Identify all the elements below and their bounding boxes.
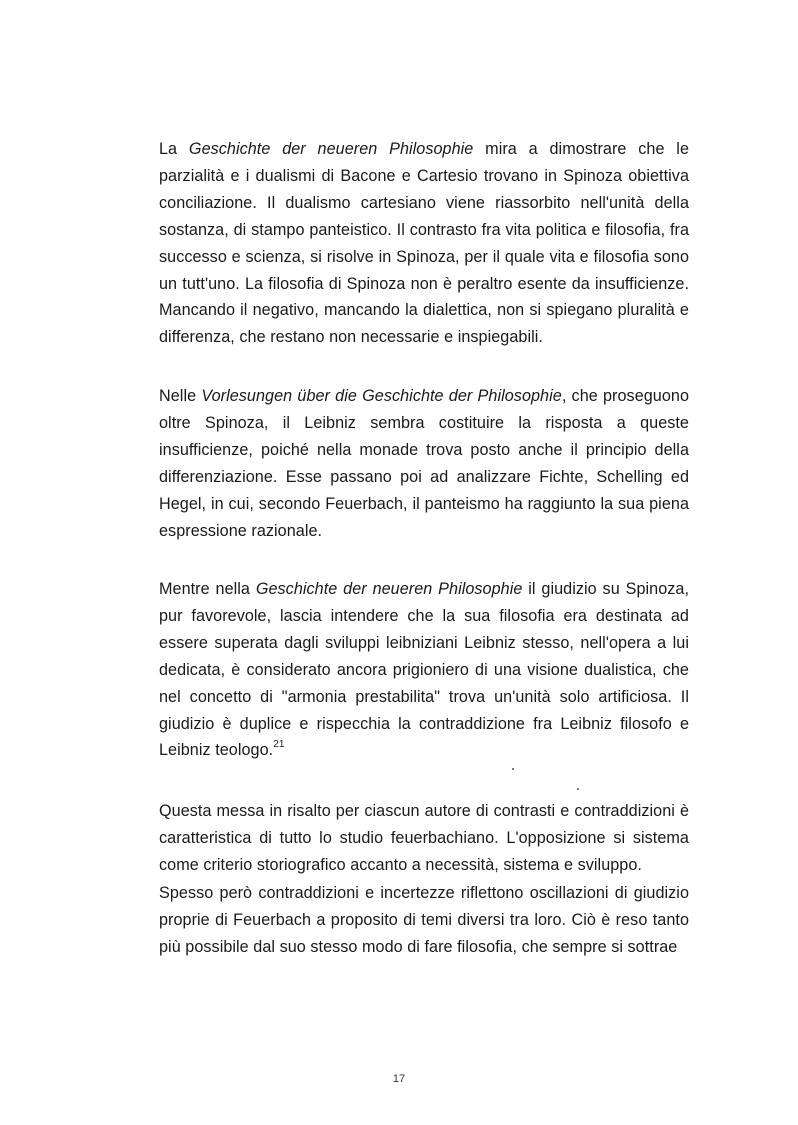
book-title-vorlesungen: Vorlesungen über die Geschichte der Philosophie xyxy=(201,387,562,405)
scan-speck xyxy=(577,788,579,790)
book-title-geschichte: Geschichte der neueren Philosophie xyxy=(188,140,474,158)
paragraph-contrasti: Questa messa in risalto per ciascun autore di contrasti e contraddizioni è caratteristica di tutto lo studio feuerbachiano. L'opposizione si sistema come criterio storiografico accanto a necessità, sistema e sviluppo. xyxy=(159,802,689,874)
paragraph-oscillazioni: Spesso però contraddizioni e incertezze riflettono oscillazioni di giudizio proprie di Feuerbach a proposito di temi diversi tra loro. Ciò è reso tanto più possibile dal suo stesso modo di fare filosofia, che sempre si sottrae xyxy=(159,884,689,956)
footnote-marker: 21 xyxy=(273,739,285,751)
page-number: 17 xyxy=(392,1073,406,1085)
paragraph-vorlesungen: Nelle Vorlesungen über die Geschichte der Philosophie, che proseguono oltre Spinoza, il Leibniz sembra costituire la risposta a queste insufficienze, poiché nella monade trova posto anche il principio della differenziazione. Esse passano poi ad analizzare Fichte, Schelling ed Hegel, in cui, secondo Feuerbach, il panteismo ha raggiunto la sua piena espressione razionale. xyxy=(159,387,690,540)
paragraph-leibniz: Mentre nella Geschichte der neueren Philosophie il giudizio su Spinoza, pur favorevole, lascia intendere che la sua filosofia era destinata ad essere superata dagli sviluppi leibniziani Leibniz stesso, nell'opera a lui dedicata, è considerato ancora prigioniero di una visione dualistica, che nel concetto di "armonia prestabilita" trova un'unità solo artificiosa. Il giudizio è duplice e rispecchia la contraddizione fra Leibniz filosofo e Leibniz teologo.$^{21}$ xyxy=(159,580,689,760)
paragraph-geschichte: La Geschichte der neueren Philosophie mira a dimostrare che le parzialità e i dualismi di Bacone e Cartesio trovano in Spinoza obiettiva conciliazione. Il dualismo cartesiano viene riassorbito nell'unità della sostanza, di stampo panteistico. Il contrasto fra vita politica e filosofia, fra successo e scienza, si risolve in Spinoza, per il quale vita e filosofia sono un tutt'uno. La filosofia di Spinoza non è peraltro esente da insufficienze. Mancando il negativo, mancando la dialettica, non si spiegano pluralità e differenza, che restano non necessarie e inspiegabili. xyxy=(159,140,690,347)
scan-speck xyxy=(512,768,514,770)
book-title-geschichte-2: Geschichte der neueren Philosophie xyxy=(255,580,523,598)
